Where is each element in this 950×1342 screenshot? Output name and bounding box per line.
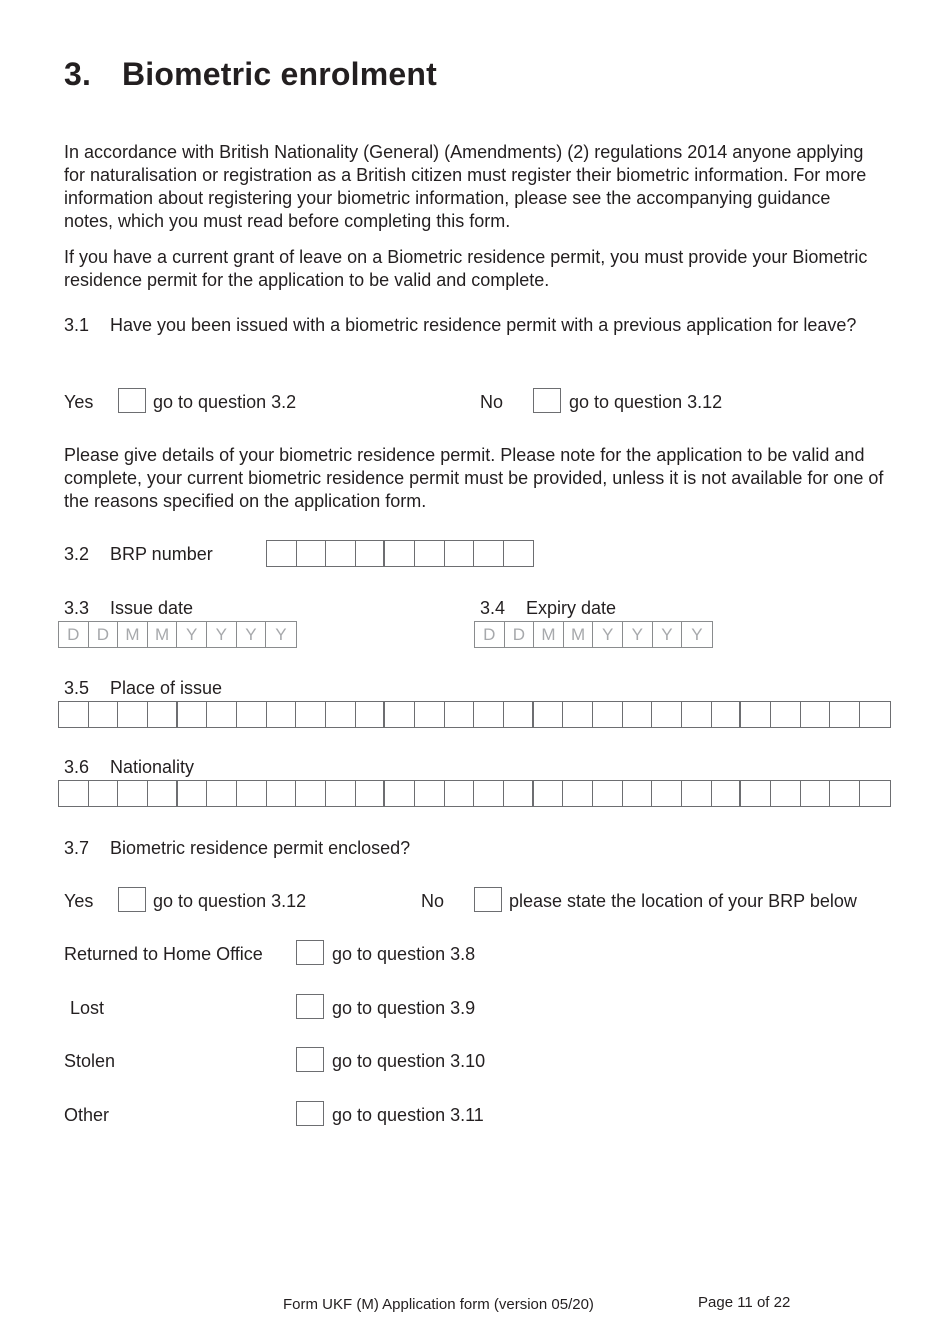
char-cell[interactable] xyxy=(801,702,831,727)
q3-4-label xyxy=(480,597,616,619)
field-label: BRP number xyxy=(110,544,213,564)
location-returned-checkbox[interactable] xyxy=(296,940,324,965)
brp-number-field[interactable] xyxy=(266,540,534,567)
question-text: Biometric residence permit enclosed? xyxy=(110,838,411,858)
char-cell[interactable] xyxy=(207,781,237,806)
char-cell[interactable] xyxy=(267,541,297,566)
section-number: 3. xyxy=(64,56,92,92)
char-cell[interactable] xyxy=(148,781,178,806)
char-cell[interactable] xyxy=(682,781,712,806)
char-cell[interactable] xyxy=(474,781,504,806)
q3-1-yes-checkbox[interactable] xyxy=(118,388,146,413)
question-text: Have you been issued with a biometric residence permit with a previous application for leave? xyxy=(110,315,857,335)
details-paragraph: Please give details of your biometric residence permit. Please note for the application to be valid and complete, your current biometric residence permit must be provided, unless it is not available for one of the reasons specified on the application form. xyxy=(64,445,884,511)
expiry-date-field[interactable] xyxy=(474,621,713,648)
question-3-1 xyxy=(64,314,884,337)
q3-7-yes-label: Yes xyxy=(64,891,94,911)
intro-paragraph-1: In accordance with British Nationality (General) (Amendments) (2) regulations 2014 anyone applying for naturalisation or registration as a British citizen must register their biometric information. For more information about registering your biometric information, please see the accompanying guidance notes, which you must read before completing this form. xyxy=(64,142,867,231)
location-other-goto: go to question 3.11 xyxy=(332,1105,484,1125)
char-cell[interactable] xyxy=(385,702,415,727)
question-number: 3.6 xyxy=(64,757,90,777)
question-number: 3.7 xyxy=(64,838,90,858)
section-title: Biometric enrolment xyxy=(122,56,437,92)
char-cell[interactable] xyxy=(118,781,148,806)
char-cell[interactable] xyxy=(801,781,831,806)
char-cell[interactable] xyxy=(385,541,415,566)
date-cell-day[interactable]: D xyxy=(59,622,89,647)
char-cell[interactable] xyxy=(297,541,327,566)
q3-7-no-label: No xyxy=(421,891,445,911)
location-stolen-label: Stolen xyxy=(64,1051,116,1071)
date-cell-month[interactable]: M xyxy=(118,622,148,647)
char-cell[interactable] xyxy=(178,781,208,806)
char-cell[interactable] xyxy=(712,781,742,806)
nationality-field[interactable] xyxy=(58,780,891,807)
q3-1-no-label: No xyxy=(480,392,504,412)
q3-5-label xyxy=(64,677,222,699)
footer-form-id: Form UKF (M) Application form (version 05/20) xyxy=(283,1296,594,1313)
question-number: 3.4 xyxy=(480,598,506,618)
char-cell[interactable] xyxy=(178,702,208,727)
char-cell[interactable] xyxy=(534,702,564,727)
char-cell[interactable] xyxy=(504,781,534,806)
char-cell[interactable] xyxy=(415,781,445,806)
date-cell-year[interactable]: Y xyxy=(593,622,623,647)
question-3-7 xyxy=(64,837,410,859)
issue-date-field[interactable] xyxy=(58,621,297,648)
date-cell-month[interactable]: M xyxy=(534,622,564,647)
char-cell[interactable] xyxy=(296,781,326,806)
q3-1-yes-label: Yes xyxy=(64,392,94,412)
location-other-label: Other xyxy=(64,1105,110,1125)
char-cell[interactable] xyxy=(59,781,89,806)
date-cell-year[interactable]: Y xyxy=(691,625,703,644)
char-cell[interactable] xyxy=(741,781,771,806)
field-label: Issue date xyxy=(110,598,194,618)
char-cell[interactable] xyxy=(682,702,712,727)
location-stolen-checkbox[interactable] xyxy=(296,1047,324,1072)
char-cell[interactable] xyxy=(148,702,178,727)
date-cell-year[interactable]: Y xyxy=(207,622,237,647)
question-number: 3.1 xyxy=(64,315,90,335)
date-cell-day[interactable]: D xyxy=(89,622,119,647)
char-cell[interactable] xyxy=(712,702,742,727)
date-cell-year[interactable]: Y xyxy=(177,622,207,647)
q3-1-no-checkbox[interactable] xyxy=(533,388,561,413)
date-cell-year[interactable]: Y xyxy=(275,625,287,644)
q3-6-label xyxy=(64,756,194,778)
char-cell[interactable] xyxy=(474,541,504,566)
char-cell[interactable] xyxy=(59,702,89,727)
char-cell[interactable] xyxy=(326,541,356,566)
char-cell[interactable] xyxy=(741,702,771,727)
char-cell[interactable] xyxy=(504,541,534,566)
char-cell[interactable] xyxy=(504,702,534,727)
q3-3-label xyxy=(64,597,193,619)
char-cell[interactable] xyxy=(237,781,267,806)
intro-paragraph-2: If you have a current grant of leave on a Biometric residence permit, you must provide your Biometric residence permit for the application to be valid and complete. xyxy=(64,247,868,290)
char-cell[interactable] xyxy=(623,781,653,806)
char-cell[interactable] xyxy=(415,702,445,727)
date-cell-year[interactable]: Y xyxy=(653,622,683,647)
char-cell[interactable] xyxy=(356,541,386,566)
location-lost-goto: go to question 3.9 xyxy=(332,998,476,1018)
char-cell[interactable] xyxy=(89,702,119,727)
char-cell[interactable] xyxy=(267,781,297,806)
char-cell[interactable] xyxy=(623,702,653,727)
field-label: Nationality xyxy=(110,757,195,777)
char-cell[interactable] xyxy=(237,702,267,727)
date-cell-month[interactable]: M xyxy=(148,622,178,647)
char-cell[interactable] xyxy=(445,702,475,727)
location-stolen-goto: go to question 3.10 xyxy=(332,1051,486,1071)
char-cell[interactable] xyxy=(563,702,593,727)
date-cell-day[interactable]: D xyxy=(505,622,535,647)
char-cell[interactable] xyxy=(563,781,593,806)
date-cell-month[interactable]: M xyxy=(564,622,594,647)
char-cell[interactable] xyxy=(267,702,297,727)
char-cell[interactable] xyxy=(771,781,801,806)
q3-7-no-checkbox[interactable] xyxy=(474,887,502,912)
q3-1-yes-goto: go to question 3.2 xyxy=(153,392,297,412)
date-cell-day[interactable]: D xyxy=(475,622,505,647)
q3-1-no-goto: go to question 3.12 xyxy=(569,392,723,412)
char-cell[interactable] xyxy=(860,781,890,806)
char-cell[interactable] xyxy=(652,702,682,727)
location-other-checkbox[interactable] xyxy=(296,1101,324,1126)
char-cell[interactable] xyxy=(326,702,356,727)
char-cell[interactable] xyxy=(326,781,356,806)
date-cell-year[interactable]: Y xyxy=(623,622,653,647)
char-cell[interactable] xyxy=(207,702,237,727)
question-number: 3.3 xyxy=(64,598,90,618)
char-cell[interactable] xyxy=(118,702,148,727)
q3-2-label xyxy=(64,543,213,565)
char-cell[interactable] xyxy=(445,541,475,566)
char-cell[interactable] xyxy=(830,702,860,727)
char-cell[interactable] xyxy=(860,702,890,727)
place-of-issue-field[interactable] xyxy=(58,701,891,728)
question-number: 3.5 xyxy=(64,678,90,698)
field-label: Place of issue xyxy=(110,678,223,698)
q3-7-yes-checkbox[interactable] xyxy=(118,887,146,912)
char-cell[interactable] xyxy=(593,702,623,727)
char-cell[interactable] xyxy=(445,781,475,806)
char-cell[interactable] xyxy=(830,781,860,806)
q3-7-yes-goto: go to question 3.12 xyxy=(153,891,307,911)
question-number: 3.2 xyxy=(64,544,90,564)
char-cell[interactable] xyxy=(89,781,119,806)
char-cell[interactable] xyxy=(356,702,386,727)
footer-page-number: Page 11 of 22 xyxy=(698,1294,791,1311)
char-cell[interactable] xyxy=(296,702,326,727)
char-cell[interactable] xyxy=(385,781,415,806)
char-cell[interactable] xyxy=(474,702,504,727)
location-lost-checkbox[interactable] xyxy=(296,994,324,1019)
char-cell[interactable] xyxy=(593,781,623,806)
section-heading xyxy=(64,56,437,93)
char-cell[interactable] xyxy=(771,702,801,727)
q3-7-no-goto: please state the location of your BRP below xyxy=(509,891,857,911)
location-returned-goto: go to question 3.8 xyxy=(332,944,476,964)
char-cell[interactable] xyxy=(652,781,682,806)
char-cell[interactable] xyxy=(415,541,445,566)
field-label: Expiry date xyxy=(526,598,617,618)
date-cell-year[interactable]: Y xyxy=(237,622,267,647)
char-cell[interactable] xyxy=(356,781,386,806)
location-lost-label: Lost xyxy=(70,998,105,1018)
char-cell[interactable] xyxy=(534,781,564,806)
location-returned-label: Returned to Home Office xyxy=(64,944,263,964)
